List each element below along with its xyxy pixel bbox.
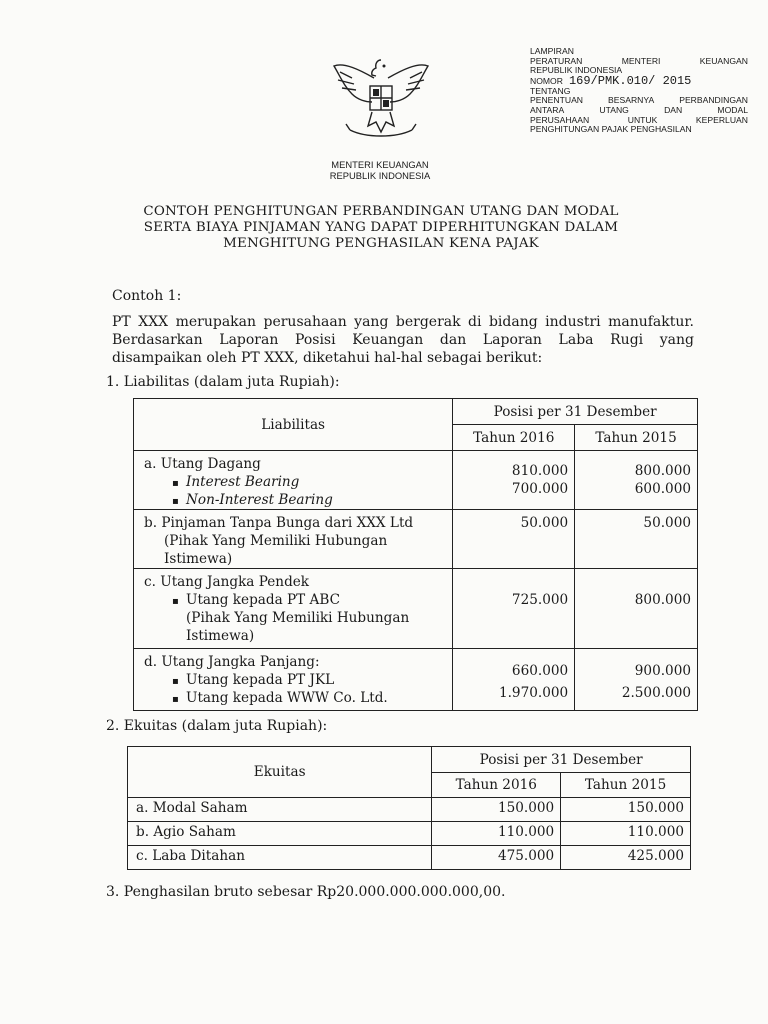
- row-c-note-1: (Pihak Yang Memiliki Hubungan: [186, 610, 410, 626]
- col-header-ekuitas: Ekuitas: [128, 747, 432, 798]
- col-header-2015: Tahun 2015: [575, 425, 698, 451]
- section2-heading: 2. Ekuitas (dalam juta Rupiah):: [106, 718, 328, 734]
- lampiran-line-antara: ANTARA UTANG DAN MODAL: [530, 104, 748, 115]
- col-header-ekuitas-2015: Tahun 2015: [561, 773, 691, 798]
- ekuitas-row-c-label: c. Laba Ditahan: [128, 846, 432, 870]
- ekuitas-row-b-2016: 110.000: [432, 822, 561, 846]
- table-row: [134, 649, 698, 711]
- ekuitas-table: [127, 746, 691, 870]
- lampiran-line-penentuan: PENENTUAN BESARNYA PERBANDINGAN: [530, 95, 748, 106]
- col-header-ekuitas-2016: Tahun 2016: [432, 773, 561, 798]
- row-b-line-3: Istimewa): [164, 551, 233, 567]
- row-a-item-1-2016: 810.000: [511, 463, 569, 479]
- ekuitas-row-a-2015: 150.000: [561, 798, 691, 822]
- garuda-emblem-icon: [330, 52, 432, 142]
- lampiran-line-nomor: NOMOR 169/PMK.010/ 2015: [530, 73, 692, 88]
- contoh-label: Contoh 1:: [112, 288, 182, 304]
- intro-line-2: Berdasarkan Laporan Posisi Keuangan dan Laporan Laba Rugi yang: [112, 332, 694, 348]
- row-b-line-1: b. Pinjaman Tanpa Bunga dari XXX Ltd: [144, 515, 414, 531]
- ekuitas-row-a-2016: 150.000: [432, 798, 561, 822]
- col-header-posisi: Posisi per 31 Desember: [453, 399, 698, 425]
- row-b-2015: 50.000: [575, 510, 698, 569]
- lampiran-line-republik: REPUBLIK INDONESIA: [530, 65, 623, 76]
- ekuitas-row-c-2016: 475.000: [432, 846, 561, 870]
- row-a-item-2-2015: 600.000: [634, 481, 691, 497]
- row-d-item-2-2016: 1.970.000: [498, 685, 569, 701]
- row-a-item-1-2015: 800.000: [634, 463, 691, 479]
- row-c-2016: 725.000: [453, 569, 575, 649]
- intro-line-1: PT XXX merupakan perusahaan yang bergerak di bidang industri manufaktur.: [112, 314, 694, 330]
- col-header-posisi-ekuitas: Posisi per 31 Desember: [432, 747, 691, 773]
- row-b-line-2: (Pihak Yang Memiliki Hubungan: [164, 533, 388, 549]
- nomor-value: 169/PMK.010/ 2015: [568, 73, 692, 88]
- col-header-2016: Tahun 2016: [453, 425, 575, 451]
- table-row: [134, 569, 698, 649]
- lampiran-label: LAMPIRAN: [530, 46, 574, 56]
- row-d-title: d. Utang Jangka Panjang:: [144, 654, 320, 670]
- minister-label: MENTERI KEUANGAN REPUBLIK INDONESIA: [329, 159, 431, 181]
- row-d-item-2: Utang kepada WWW Co. Ltd.: [186, 690, 388, 706]
- row-a-item-2: Non-Interest Bearing: [186, 492, 333, 508]
- row-c-title: c. Utang Jangka Pendek: [144, 574, 310, 590]
- ekuitas-row-b-2015: 110.000: [561, 822, 691, 846]
- lampiran-line-perusahaan: PERUSAHAAN UNTUK KEPERLUAN: [530, 114, 748, 125]
- row-d-item-1-2016: 660.000: [511, 663, 569, 679]
- ekuitas-row-b-label: b. Agio Saham: [128, 822, 432, 846]
- row-d-item-2-2015: 2.500.000: [621, 685, 691, 701]
- lampiran-block: [530, 47, 748, 135]
- table-row: [128, 846, 691, 870]
- table-row: [134, 451, 698, 510]
- ekuitas-row-c-2015: 425.000: [561, 846, 691, 870]
- liabilitas-table: [133, 398, 698, 711]
- row-c-item: Utang kepada PT ABC: [186, 592, 341, 608]
- lampiran-line-penghitungan: PENGHITUNGAN PAJAK PENGHASILAN: [530, 124, 692, 135]
- row-a-item-1: Interest Bearing: [186, 474, 300, 490]
- table-row: [128, 798, 691, 822]
- row-d-item-1-2015: 900.000: [634, 663, 691, 679]
- ekuitas-row-a-label: a. Modal Saham: [128, 798, 432, 822]
- section1-heading: 1. Liabilitas (dalam juta Rupiah):: [106, 374, 340, 390]
- row-c-2015: 800.000: [575, 569, 698, 649]
- row-b-2016: 50.000: [453, 510, 575, 569]
- section3-text: 3. Penghasilan bruto sebesar Rp20.000.000.000.000,00.: [106, 884, 506, 900]
- row-d-item-1: Utang kepada PT JKL: [186, 672, 335, 688]
- col-header-liabilitas: Liabilitas: [134, 399, 453, 451]
- row-c-note-2: Istimewa): [186, 628, 255, 644]
- intro-line-3: disampaikan oleh PT XXX, diketahui hal-hal sebagai berikut:: [112, 350, 543, 366]
- lampiran-line-tentang: TENTANG: [530, 85, 571, 96]
- table-row: [134, 510, 698, 569]
- row-a-title: a. Utang Dagang: [144, 456, 261, 472]
- lampiran-line-peraturan: PERATURAN MENTERI KEUANGAN: [530, 55, 748, 66]
- document-title: CONTOH PENGHITUNGAN PERBANDINGAN UTANG DAN MODAL SERTA BIAYA PINJAMAN YANG DAPAT DIPERHITUNGKAN DALAM MENGHITUNG PENGHASILAN KENA PAJAK: [143, 204, 619, 251]
- table-row: [128, 822, 691, 846]
- row-a-item-2-2016: 700.000: [511, 481, 569, 497]
